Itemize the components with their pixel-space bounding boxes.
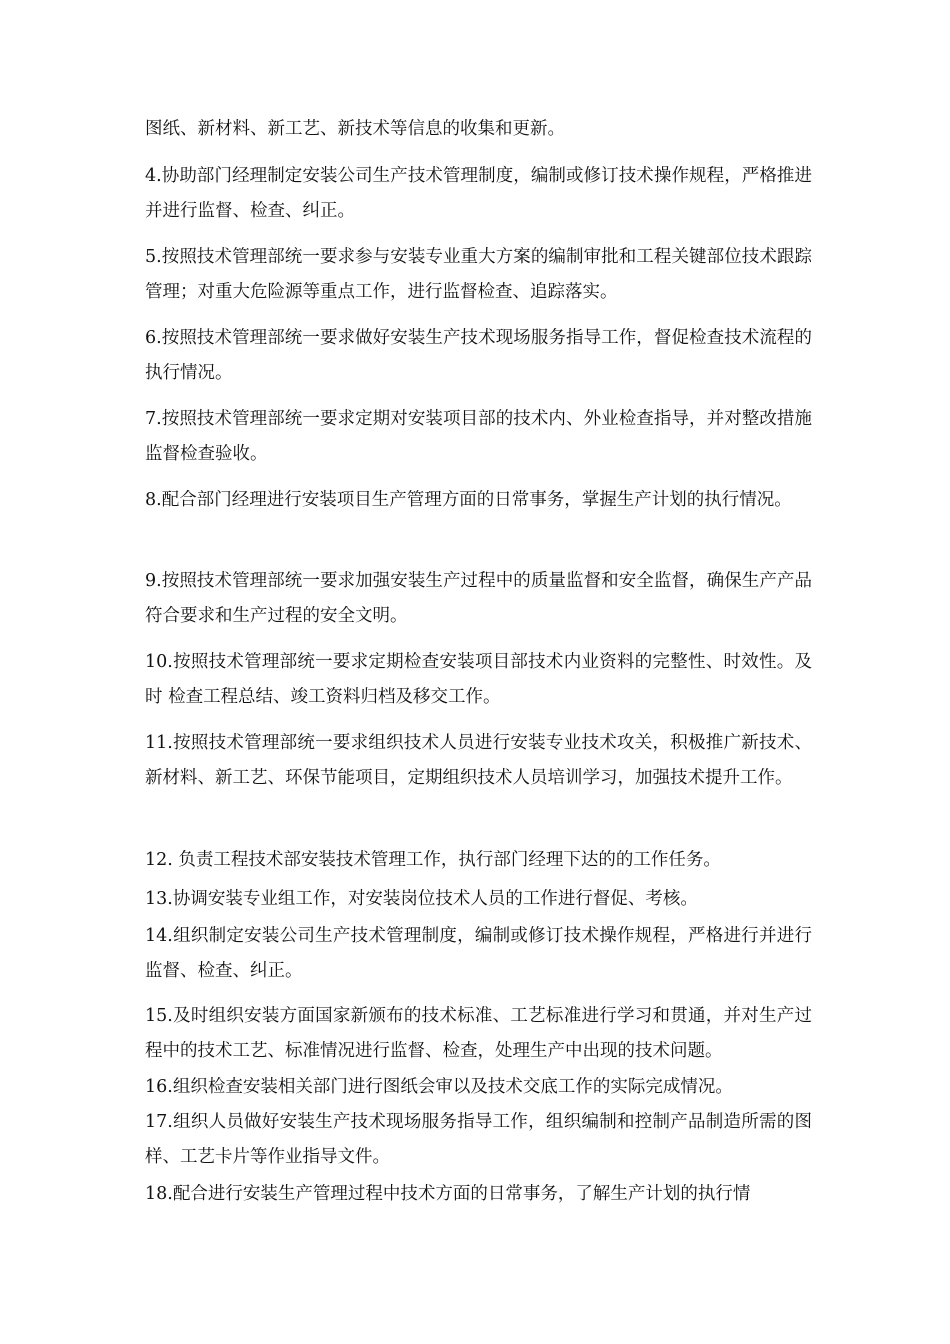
paragraph-6: 6.按照技术管理部统一要求做好安装生产技术现场服务指导工作，督促检查技术流程的执行情况。: [145, 328, 812, 383]
paragraph-10: 10.按照技术管理部统一要求定期检查安装项目部技术内业资料的完整性、时效性。及时 检查工程总结、竣工资料归档及移交工作。: [145, 652, 812, 707]
paragraph-9: 9.按照技术管理部统一要求加强安装生产过程中的质量监督和安全监督，确保生产产品符合要求和生产过程的安全文明。: [145, 571, 812, 626]
paragraph-15: 15.及时组织安装方面国家新颁布的技术标准、工艺标准进行学习和贯通，并对生产过程中的技术工艺、标准情况进行监督、检查，处理生产中出现的技术问题。: [145, 1006, 812, 1061]
paragraph-4: 4.协助部门经理制定安装公司生产技术管理制度，编制或修订技术操作规程，严格推进并进行监督、检查、纠正。: [145, 166, 812, 221]
paragraph-18: 18.配合进行安装生产管理过程中技术方面的日常事务，了解生产计划的执行情: [145, 1184, 751, 1204]
paragraph-14: 14.组织制定安装公司生产技术管理制度，编制或修订技术操作规程，严格进行并进行监督、检查、纠正。: [145, 926, 812, 981]
paragraph-intro: 图纸、新材料、新工艺、新技术等信息的收集和更新。: [145, 119, 565, 139]
paragraph-16: 16.组织检查安装相关部门进行图纸会审以及技术交底工作的实际完成情况。: [145, 1077, 733, 1097]
paragraph-17: 17.组织人员做好安装生产技术现场服务指导工作，组织编制和控制产品制造所需的图样、工艺卡片等作业指导文件。: [145, 1112, 812, 1167]
paragraph-11: 11.按照技术管理部统一要求组织技术人员进行安装专业技术攻关，积极推广新技术、新材料、新工艺、环保节能项目，定期组织技术人员培训学习，加强技术提升工作。: [145, 733, 812, 788]
paragraph-13: 13.协调安装专业组工作，对安装岗位技术人员的工作进行督促、考核。: [145, 889, 698, 909]
paragraph-7: 7.按照技术管理部统一要求定期对安装项目部的技术内、外业检查指导，并对整改措施监督检查验收。: [145, 409, 812, 464]
paragraph-5: 5.按照技术管理部统一要求参与安装专业重大方案的编制审批和工程关键部位技术跟踪管理；对重大危险源等重点工作，进行监督检查、追踪落实。: [145, 247, 812, 302]
paragraph-8: 8.配合部门经理进行安装项目生产管理方面的日常事务，掌握生产计划的执行情况。: [145, 490, 792, 510]
paragraph-12: 12. 负责工程技术部安装技术管理工作，执行部门经理下达的的工作任务。: [145, 850, 721, 870]
